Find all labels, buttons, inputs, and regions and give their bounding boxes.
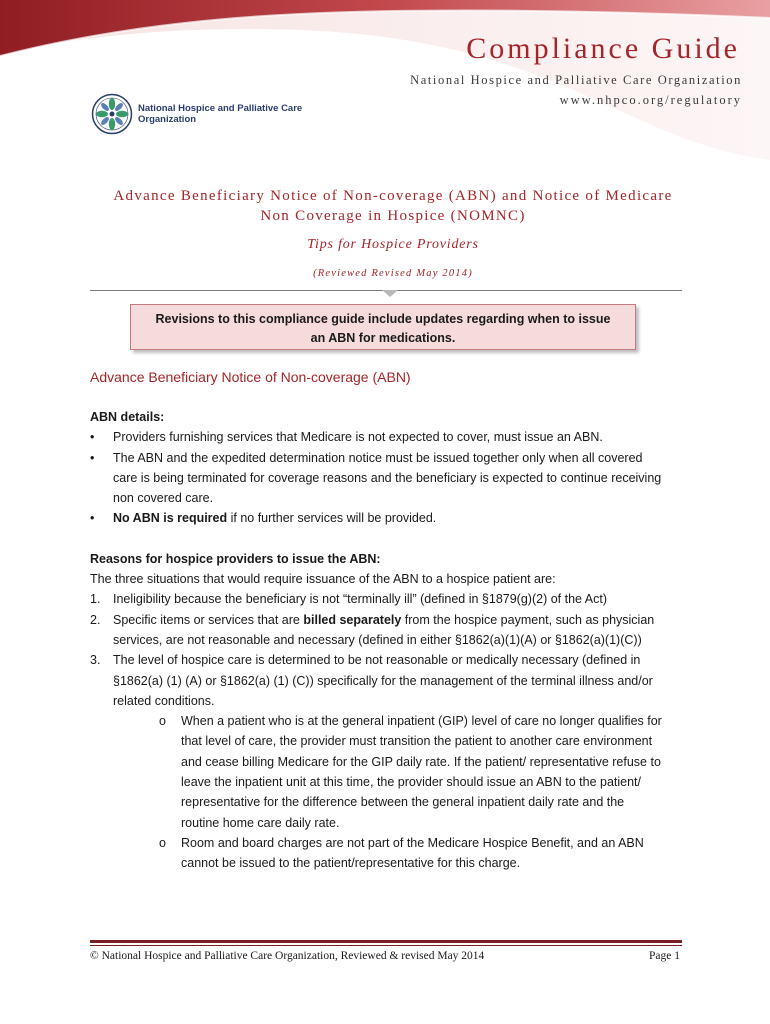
- abn-body: [90, 407, 690, 874]
- bullet-icon: •: [90, 430, 95, 445]
- sub-item-text: Room and board charges are not part of the Medicare Hospice Benefit, and an ABN: [181, 835, 644, 850]
- list-item-text: from the hospice payment, such as physician: [401, 612, 655, 627]
- list-item-text: services, are not reasonable and necessary (defined in either §1862(a)(1)(A) or §1862(a)(1)(C)): [113, 632, 642, 647]
- sub-item-text: and cease billing Medicare for the GIP daily rate. If the patient/ representative refuse to: [181, 754, 661, 769]
- revision-callout: [130, 304, 636, 350]
- sub-item-text: routine home care daily rate.: [181, 815, 340, 830]
- footer-copyright: © National Hospice and Palliative Care Organization, Reviewed & revised May 2014: [90, 950, 485, 962]
- list-item-bold-text: billed separately: [303, 612, 402, 627]
- reasons-label: Reasons for hospice providers to issue the ABN:: [90, 551, 381, 566]
- list-item-text: Specific items or services that are: [113, 612, 304, 627]
- list-number: 2.: [90, 612, 101, 627]
- bullet-text: non covered care.: [113, 491, 214, 506]
- sub-bullet-icon: o: [159, 835, 166, 850]
- list-item: [90, 610, 690, 651]
- logo-text: [138, 103, 302, 125]
- document-title-line-1: Advance Beneficiary Notice of Non-coverage (ABN) and Notice of Medicare: [113, 188, 673, 204]
- sub-item-text: representative for the difference between the general inpatient daily rate and the: [181, 795, 625, 810]
- callout-line-1: Revisions to this compliance guide include updates regarding when to issue: [155, 312, 611, 326]
- bullet-text: The ABN and the expedited determination notice must be issued together only when all covered: [113, 450, 643, 465]
- list-item-text: Ineligibility because the beneficiary is not “terminally ill” (defined in §1879(g)(2) of the Act): [113, 592, 607, 607]
- callout-line-2: an ABN for medications.: [310, 331, 456, 345]
- list-item: [90, 589, 690, 609]
- revision-date: (Reviewed Revised May 2014): [313, 268, 473, 279]
- list-item: [90, 650, 690, 711]
- guide-title: Compliance Guide: [466, 32, 740, 65]
- org-name: National Hospice and Palliative Care Organization: [410, 73, 742, 87]
- reasons-intro: The three situations that would require issuance of the ABN to a hospice patient are:: [90, 572, 556, 587]
- document-title: [60, 186, 726, 226]
- list-item-text: The level of hospice care is determined to be not reasonable or medically necessary (defined in: [113, 653, 641, 668]
- sub-item-text: leave the inpatient unit at this time, the provider should issue an ABN to the patient/: [181, 775, 642, 790]
- list-number: 3.: [90, 653, 101, 668]
- nhpco-logo: [91, 93, 302, 135]
- logo-line-1: National Hospice and Palliative Care: [138, 103, 303, 114]
- footer-divider-thin: [90, 945, 682, 946]
- sub-list-item: [90, 833, 690, 874]
- list-item: [90, 427, 690, 447]
- section-heading: Advance Beneficiary Notice of Non-coverage (ABN): [90, 369, 411, 385]
- sub-item-text: cannot be issued to the patient/representative for this charge.: [181, 856, 521, 871]
- list-item: [90, 448, 690, 509]
- bullet-icon: •: [90, 511, 95, 526]
- list-number: 1.: [90, 592, 101, 607]
- abn-details-label: ABN details:: [90, 410, 165, 424]
- sub-list-item: [90, 711, 690, 833]
- logo-line-2: Organization: [138, 114, 197, 125]
- document-title-line-2: Non Coverage in Hospice (NOMNC): [260, 208, 526, 224]
- page-number: Page 1: [649, 950, 680, 962]
- document-subtitle: Tips for Hospice Providers: [307, 237, 479, 252]
- bullet-icon: •: [90, 450, 95, 465]
- list-item-text: §1862(a) (1) (A) or §1862(a) (1) (C)) specifically for the management of the terminal illness and/or: [113, 673, 653, 688]
- list-item-text: related conditions.: [113, 693, 215, 708]
- sub-item-text: When a patient who is at the general inpatient (GIP) level of care no longer qualifies for: [181, 714, 662, 729]
- sub-bullet-icon: o: [159, 714, 166, 729]
- footer-divider: [90, 940, 682, 943]
- bullet-text: if no further services will be provided.: [227, 511, 437, 526]
- sub-item-text: that level of care, the provider must transition the patient to another care environment: [181, 734, 653, 749]
- regulatory-url[interactable]: www.nhpco.org/regulatory: [559, 93, 742, 107]
- bullet-text: care is being terminated for coverage reasons and the beneficiary is expected to continue receiving: [113, 470, 662, 485]
- bullet-bold-text: No ABN is required: [113, 511, 228, 526]
- list-item: [90, 508, 690, 528]
- nhpco-logo-icon: [91, 93, 133, 135]
- bullet-text: Providers furnishing services that Medicare is not expected to cover, must issue an ABN.: [113, 430, 603, 445]
- divider-pointer-icon: [382, 290, 398, 297]
